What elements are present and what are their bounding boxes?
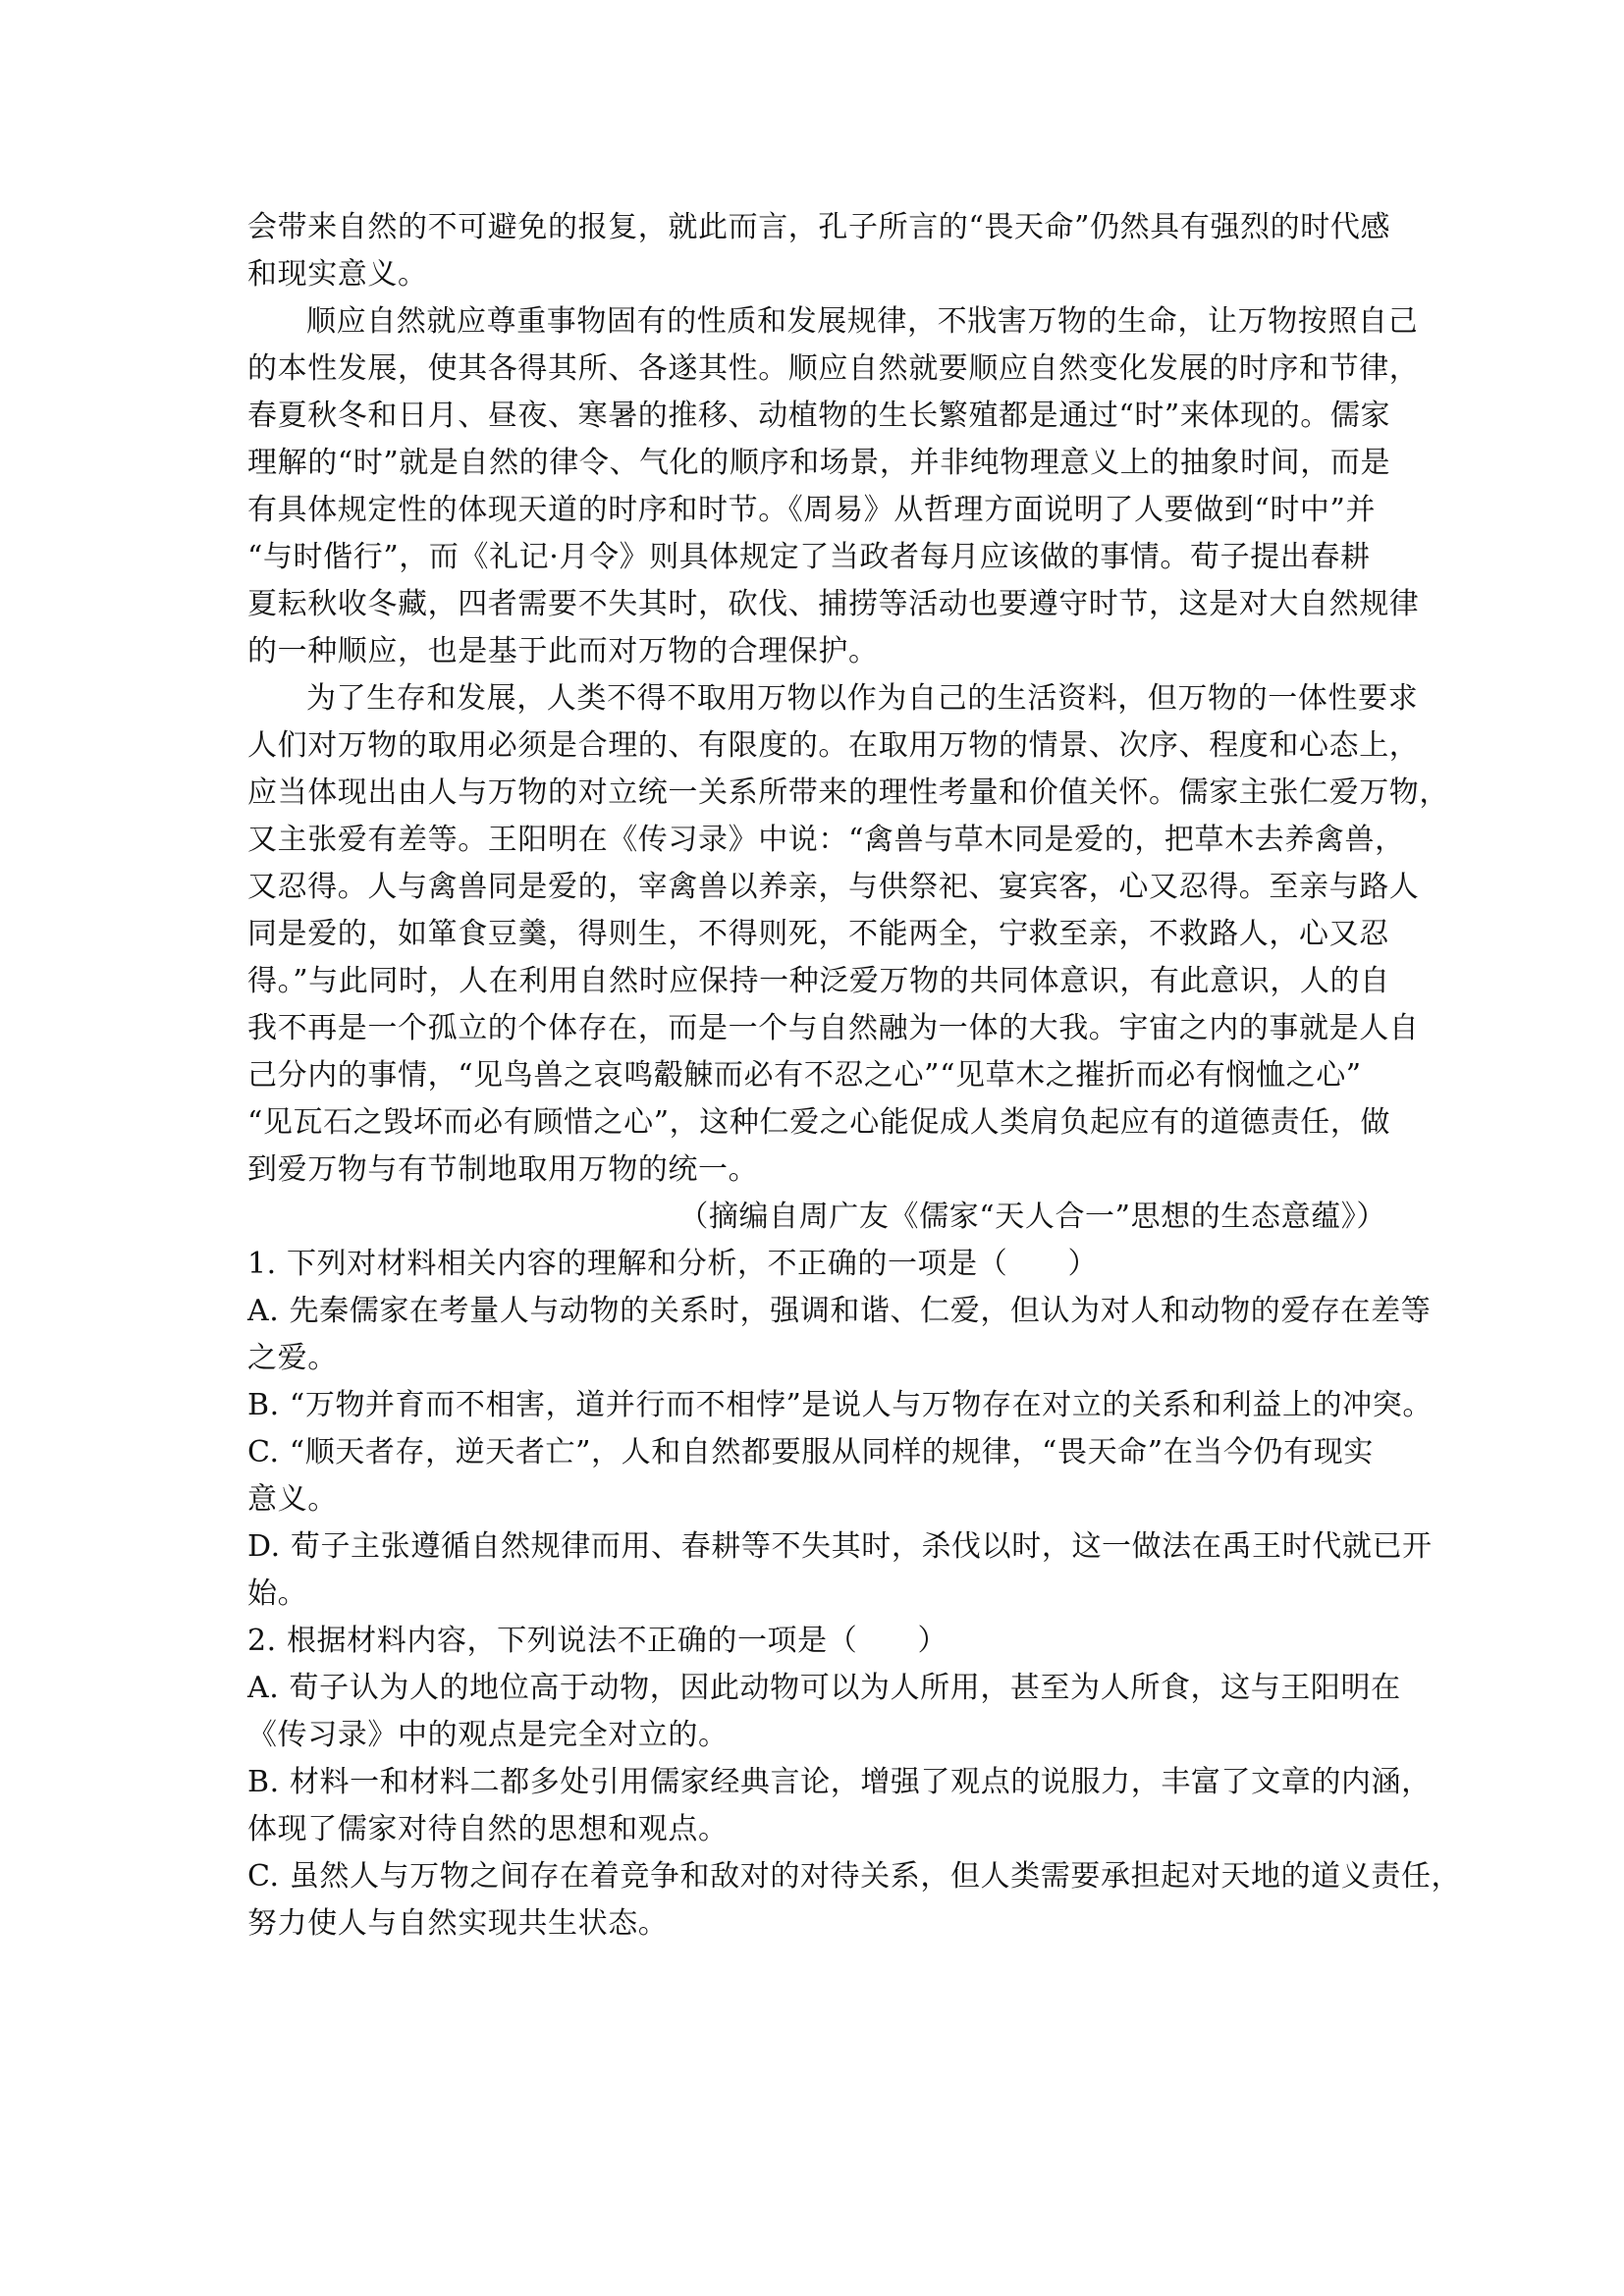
option-line: 意义。 xyxy=(247,1482,338,1517)
option-a[interactable] xyxy=(247,1665,1401,1759)
passage-line: 春夏秋冬和日月、昼夜、寒暑的推移、动植物的生长繁殖都是通过“时”来体现的。儒家 xyxy=(247,399,1391,433)
passage-line: 和现实意义。 xyxy=(247,257,428,292)
passage-line: 应当体现出由人与万物的对立统一关系所带来的理性考量和价值关怀。儒家主张仁爱万物， xyxy=(247,775,1449,810)
passage-line: 会带来自然的不可避免的报复，就此而言，孔子所言的“畏天命”仍然具有强烈的时代感 xyxy=(247,210,1391,244)
option-c[interactable] xyxy=(247,1429,1386,1523)
passage-line: 到爱万物与有节制地取用万物的统一。 xyxy=(247,1152,759,1187)
option-d[interactable] xyxy=(247,1523,1433,1618)
option-c[interactable] xyxy=(247,1853,1462,1948)
option-a[interactable] xyxy=(247,1288,1432,1382)
option-line: B. “万物并育而不相害，道并行而不相悖”是说人与万物存在对立的关系和利益上的冲突。 xyxy=(247,1388,1433,1422)
passage-line: 己分内的事情，“见鸟兽之哀鸣觳觫而必有不忍之心”“见草木之摧折而必有悯恤之心” xyxy=(247,1058,1362,1093)
passage-line: 人们对万物的取用必须是合理的、有限度的。在取用万物的情景、次序、程度和心态上， xyxy=(247,728,1420,763)
passage-line: 得。”与此同时，人在利用自然时应保持一种泛爱万物的共同体意识，有此意识，人的自 xyxy=(247,964,1390,998)
option-line: C. 虽然人与万物之间存在着竞争和敌对的对待关系，但人类需要承担起对天地的道义责任， xyxy=(247,1859,1462,1894)
option-line: 之爱。 xyxy=(247,1341,338,1375)
passage xyxy=(247,204,1449,1241)
option-b[interactable] xyxy=(247,1759,1432,1853)
passage-line: 的本性发展，使其各得其所、各遂其性。顺应自然就要顺应自然变化发展的时序和节律， xyxy=(247,351,1420,386)
option-line: D. 荀子主张遵循自然规律而用、春耕等不失其时，杀伐以时，这一做法在禹王时代就已开 xyxy=(247,1529,1433,1564)
document-content xyxy=(247,204,1462,1948)
passage-line: 又主张爱有差等。王阳明在《传习录》中说：“禽兽与草木同是爱的，把草木去养禽兽， xyxy=(247,823,1405,857)
passage-line: 夏耘秋收冬藏，四者需要不失其时，砍伐、捕捞等活动也要遵守时节，这是对大自然规律 xyxy=(247,587,1420,621)
passage-line: 又忍得。人与禽兽同是爱的，宰禽兽以养亲，与供祭祀、宴宾客，心又忍得。至亲与路人 xyxy=(247,870,1420,904)
question-1 xyxy=(247,1241,1433,1618)
passage-line: 同是爱的，如箪食豆羹，得则生，不得则死，不能两全，宁救至亲，不救路人，心又忍 xyxy=(247,917,1389,951)
option-b[interactable] xyxy=(247,1382,1433,1429)
question-stem: 1. 下列对材料相关内容的理解和分析，不正确的一项是（ ） xyxy=(247,1247,1099,1281)
option-line: 体现了儒家对待自然的思想和观点。 xyxy=(247,1812,729,1846)
passage-line: 顺应自然就应尊重事物固有的性质和发展规律，不戕害万物的生命，让万物按照自己 xyxy=(306,304,1419,339)
passage-line: 为了生存和发展，人类不得不取用万物以作为自己的生活资料，但万物的一体性要求 xyxy=(306,681,1419,716)
passage-line: “见瓦石之毁坏而必有顾惜之心”，这种仁爱之心能促成人类肩负起应有的道德责任，做 xyxy=(247,1105,1391,1140)
passage-line: 有具体规定性的体现天道的时序和时节。《周易》从哲理方面说明了人要做到“时中”并 xyxy=(247,493,1377,527)
option-line: 努力使人与自然实现共生状态。 xyxy=(247,1906,669,1941)
option-line: C. “顺天者存，逆天者亡”，人和自然都要服从同样的规律，“畏天命”在当今仍有现实 xyxy=(247,1435,1374,1469)
option-line: A. 先秦儒家在考量人与动物的关系时，强调和谐、仁爱，但认为对人和动物的爱存在差等 xyxy=(247,1294,1432,1328)
question-stem: 2. 根据材料内容，下列说法不正确的一项是（ ） xyxy=(247,1624,948,1658)
passage-line: 我不再是一个孤立的个体存在，而是一个与自然融为一体的大我。宇宙之内的事就是人自 xyxy=(247,1011,1420,1045)
passage-line: 理解的“时”就是自然的律令、气化的顺序和场景，并非纯物理意义上的抽象时间，而是 xyxy=(247,446,1391,480)
option-line: B. 材料一和材料二都多处引用儒家经典言论，增强了观点的说服力，丰富了文章的内涵， xyxy=(247,1765,1432,1799)
passage-line: 的一种顺应，也是基于此而对万物的合理保护。 xyxy=(247,634,879,668)
option-line: 《传习录》中的观点是完全对立的。 xyxy=(247,1718,729,1752)
question-2 xyxy=(247,1618,1462,1948)
passage-source: （摘编自周广友《儒家“天人合一”思想的生态意蕴》） xyxy=(678,1200,1386,1234)
option-line: 始。 xyxy=(247,1576,308,1611)
option-line: A. 荀子认为人的地位高于动物，因此动物可以为人所用，甚至为人所食，这与王阳明在 xyxy=(247,1671,1401,1705)
passage-line: “与时偕行”，而《礼记·月令》则具体规定了当政者每月应该做的事情。荀子提出春耕 xyxy=(247,540,1371,574)
